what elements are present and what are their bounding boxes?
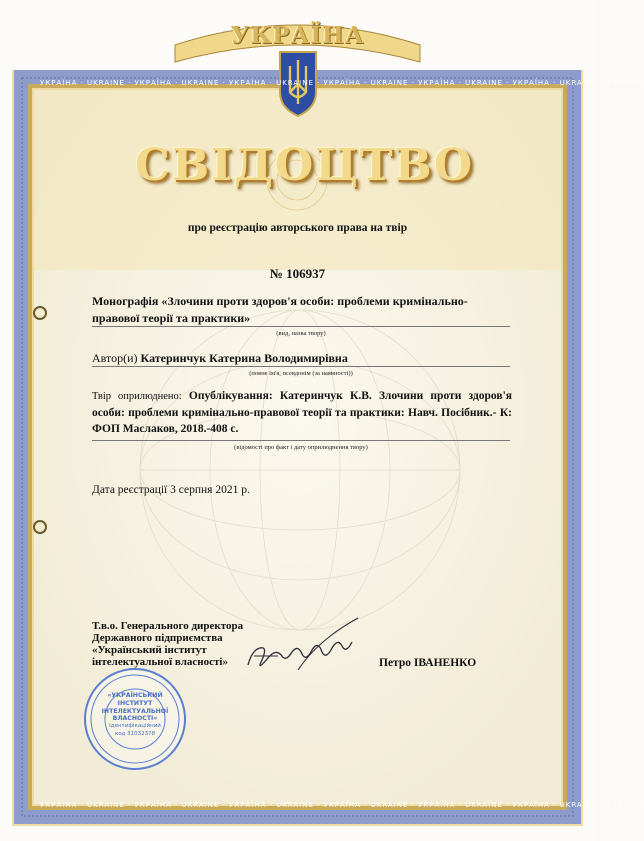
signer-name: Петро ІВАНЕНКО [379, 657, 477, 669]
work-underline [92, 326, 510, 327]
author-hint: (повне ім'я, псевдонім (за наявності)) [249, 370, 353, 377]
publication-label: Твір оприлюднено: [92, 391, 182, 402]
work-title [92, 293, 512, 327]
seal-line-2: ІНСТИТУТ [117, 699, 153, 707]
signatory-line-2: Державного підприємства [92, 632, 223, 644]
country-banner: УКРАЇНА [230, 22, 365, 49]
publication-hint: (відомості про факт і дату оприлюднення твору) [234, 444, 368, 451]
work-hint: (вид, назва твору) [276, 330, 326, 337]
certificate-number: № 106937 [269, 266, 326, 281]
handwritten-signature [238, 610, 378, 680]
seal-text [80, 692, 190, 739]
official-seal [80, 664, 190, 774]
publication-text: Опублікування: Катеринчук К.В. Злочини проти здоров'я особи: проблеми кримінально-правової теорії та практики: Навч. Посібник.- К: ФОП Маслаков, 2018.-408 с. [92, 390, 513, 435]
signatory-line-3: «Український інститут [92, 644, 207, 656]
certificate-subtitle: про реєстрацію авторського права на твір [187, 222, 408, 234]
seal-line-3: ІНТЕЛЕКТУАЛЬНОЇ [101, 707, 169, 715]
seal-line-6: код 31032378 [114, 730, 156, 737]
border-pattern-bottom: УКРАЇНА · UKRAINE · УКРАЇНА · UKRAINE · УКРАЇНА · UKRAINE · УКРАЇНА · UKRAINE · УКРАЇНА · UKRAINE · УКРАЇНА · UKRAINE · УКРАЇНА [40, 801, 644, 809]
signatory-line-4: інтелектуальної власності» [92, 656, 228, 668]
seal-line-1: «УКРАЇНСЬКИЙ [107, 692, 163, 699]
author-underline [92, 366, 510, 367]
signatory-position [92, 620, 243, 668]
binder-hole-lower [33, 520, 47, 534]
publication-underline [92, 440, 510, 441]
seal-line-4: ВЛАСНОСТІ» [112, 715, 158, 723]
publication-row [92, 388, 512, 437]
border-pattern-top: УКРАЇНА · UKRAINE · УКРАЇНА · UKRAINE · УКРАЇНА · UKRAINE · УКРАЇНА · UKRAINE · УКРАЇНА · UKRAINE · УКРАЇНА · UKRAINE · УКРАЇНА [40, 79, 644, 87]
work-name: «Злочини проти здоров'я особи: проблеми кримінально-правової теорії та практики» [92, 294, 468, 325]
signatory-line-1: Т.в.о. Генерального директора [92, 620, 244, 632]
binder-hole-upper [33, 306, 47, 320]
certificate-title: СВІДОЦТВО [135, 140, 475, 191]
registration-date: Дата реєстрації 3 серпня 2021 р. [92, 484, 250, 496]
author-label: Автор(и) [92, 351, 138, 365]
seal-line-5: Ідентифікаційний [109, 723, 161, 730]
author-name: Катеринчук Катерина Володимирівна [140, 351, 348, 365]
work-type: Монографія [92, 294, 159, 308]
author-row [92, 351, 512, 366]
